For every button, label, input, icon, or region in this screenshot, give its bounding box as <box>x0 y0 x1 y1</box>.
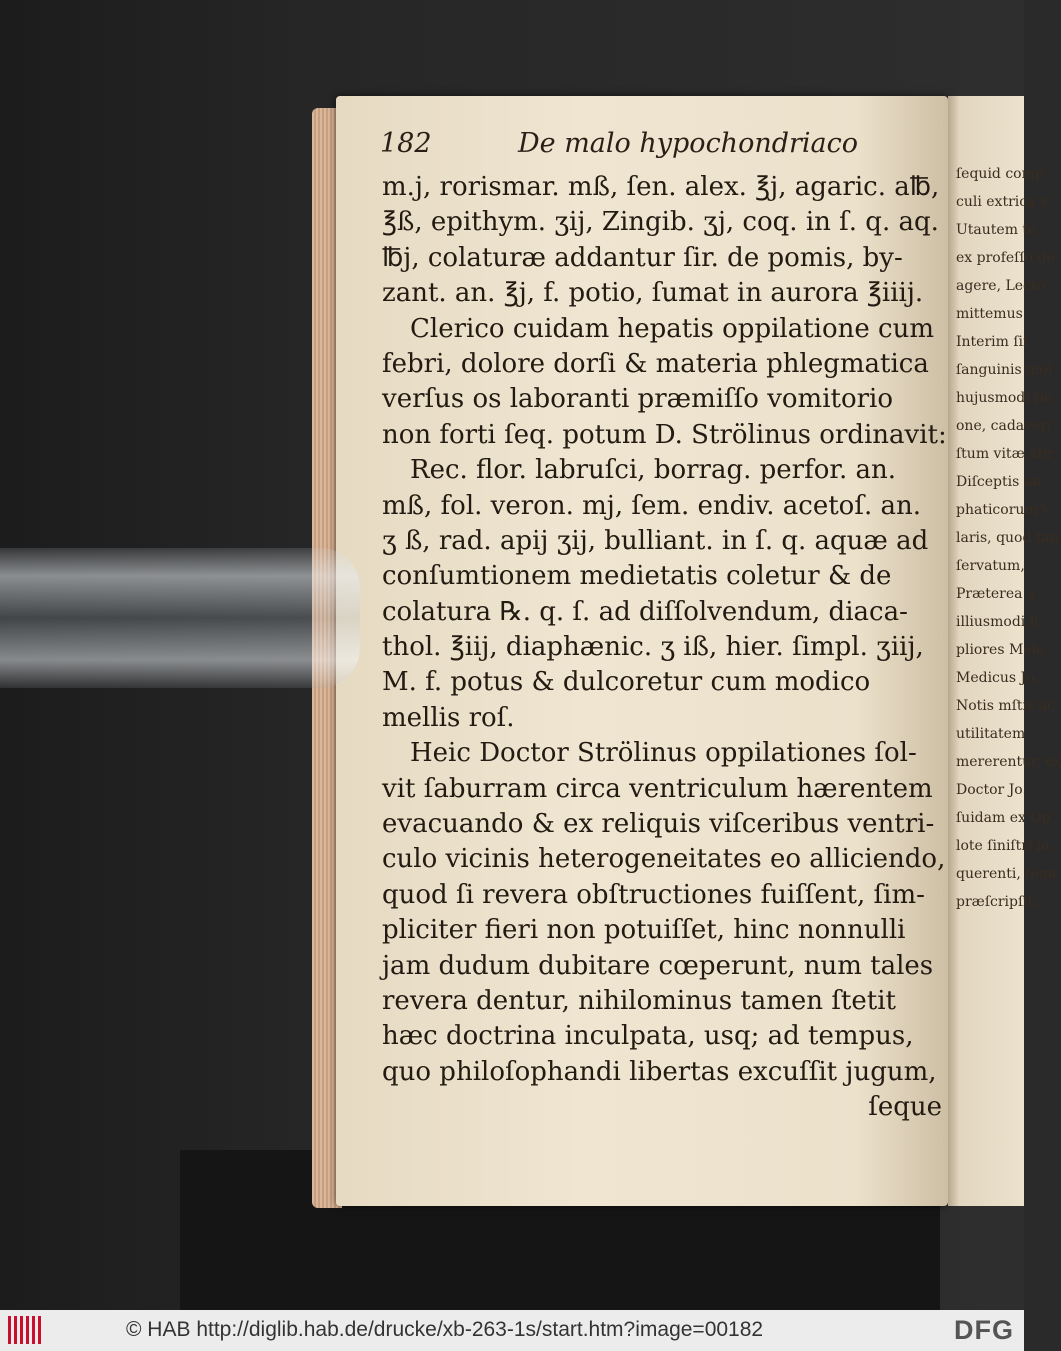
text-line: evacuando & ex reliquis viſceribus ventri- <box>382 809 935 840</box>
page-header <box>380 128 940 168</box>
text-line: zant. an. ℥j, f. potio, ſumat in aurora ℥iiij. <box>382 278 924 309</box>
text-line: colatura ℞. q. ſ. ad diſſolvendum, diaca- <box>382 596 908 627</box>
adjacent-page-line: one, cadaveri <box>956 418 1052 434</box>
text-line: M. f. potus & dulcoretur cum modico <box>382 667 871 698</box>
text-line: culo vicinis heterogeneitates eo alliciendo, <box>382 844 946 875</box>
text-line: ſeque <box>868 1092 942 1123</box>
text-line: m.j, rorismar. mß, ſen. alex. ℥j, agaric. a℔, <box>382 172 940 202</box>
adjacent-page-line: querenti, ſequ <box>956 866 1057 882</box>
text-line: mß, fol. veron. mj, ſem. endiv. acetoſ. an. <box>382 490 921 521</box>
text-line: pliciter fieri non potuiſſet, hinc nonnulli <box>382 915 906 946</box>
text-line: mellis roſ. <box>382 702 515 733</box>
adjacent-page-line: ſervatum, <box>956 558 1025 574</box>
text-line: ℥ß, epithym. ʒij, Zingib. ʒj, coq. in ſ. q. aq. <box>382 207 939 238</box>
adjacent-page-line: agere, Lecto <box>956 278 1045 294</box>
hab-logo-icon <box>8 1316 42 1344</box>
adjacent-page-line: utilitatem, <box>956 726 1030 742</box>
adjacent-page-line: lote ſiniſtri la <box>956 838 1050 854</box>
adjacent-page-line: mererentur, ex <box>956 754 1061 770</box>
footer-bar <box>0 1310 1024 1351</box>
text-line: Clerico cuidam hepatis oppilatione cum <box>410 313 934 344</box>
adjacent-page-line: Doctor Jo. <box>956 782 1027 798</box>
adjacent-page-line: præſcripſit; <box>956 894 1038 910</box>
adjacent-page-line: Præterea a <box>956 586 1036 602</box>
adjacent-page-text <box>948 160 1061 916</box>
adjacent-page-line: pliores Mele <box>956 642 1045 658</box>
running-title: De malo hypochondriaco <box>518 128 859 159</box>
text-line: ʒ ß, rad. apij ʒij, bulliant. in ſ. q. aquæ ad <box>382 525 929 556</box>
text-line: Rec. flor. labruſci, borrag. perfor. an. <box>410 455 896 486</box>
adjacent-page-line: Diſceptis au <box>956 474 1042 490</box>
adjacent-page-line: Interim ſii <box>956 334 1028 350</box>
adjacent-page-line: ſuidam ex Op <box>956 810 1051 826</box>
adjacent-page-line: hujusmodi ſie <box>956 390 1053 406</box>
adjacent-page <box>948 96 1061 1206</box>
text-line: quo philoſophandi libertas excuſſit jugum, <box>382 1056 937 1087</box>
adjacent-page-line: ex profeſſo de <box>956 250 1055 266</box>
footer-copyright-link[interactable]: © HAB http://diglib.hab.de/drucke/xb-263-1s/start.htm?image=00182 <box>126 1318 764 1341</box>
adjacent-page-line: ſtum vitæ abr <box>956 446 1054 462</box>
text-line: non forti ſeq. potum D. Strölinus ordinavit: <box>382 419 947 450</box>
text-line: ℔j, colaturæ addantur ſir. de pomis, by- <box>382 242 903 273</box>
text-line: revera dentur, nihilominus tamen ſtetit <box>382 985 896 1016</box>
adjacent-page-line: culi extrica v. <box>956 194 1051 210</box>
text-line: quod ſi revera obſtructiones fuiſſent, ſim- <box>382 879 925 910</box>
text-line: jam dudum dubitare cœperunt, num tales <box>382 950 934 981</box>
adjacent-page-line: laris, quod tan <box>956 530 1059 546</box>
adjacent-page-line: Medicus Jo. <box>956 670 1039 686</box>
text-line: conſumtionem medietatis coletur & de <box>382 561 892 592</box>
text-line: thol. ℥iij, diaphænic. ʒ iß, hier. ſimpl. ʒiij, <box>382 632 924 663</box>
page-number: 182 <box>380 128 432 159</box>
adjacent-page-line: Notis mſtis ac <box>956 698 1055 714</box>
text-line: vit ſaburram circa ventriculum hærentem <box>382 773 933 804</box>
glass-weight-strap <box>0 548 360 688</box>
adjacent-page-line: phaticorum v <box>956 502 1051 518</box>
text-line: Heic Doctor Strölinus oppilationes ſol- <box>410 738 917 769</box>
adjacent-page-line: mittemus. <box>956 306 1028 322</box>
adjacent-page-line: Utautem te <box>956 222 1037 238</box>
adjacent-page-line: illiusmodi h <box>956 614 1039 630</box>
adjacent-page-line: ſanguinis mol <box>956 362 1053 378</box>
page-body-text <box>382 170 947 1126</box>
dfg-logo: DFG <box>954 1315 1014 1345</box>
text-line: verſus os laboranti præmiſſo vomitorio <box>382 384 894 415</box>
text-line: hæc doctrina inculpata, usq; ad tempus, <box>382 1021 914 1052</box>
text-line: febri, dolore dorſi & materia phlegmatica <box>382 348 929 379</box>
adjacent-page-line: ſequid comp <box>956 166 1044 182</box>
